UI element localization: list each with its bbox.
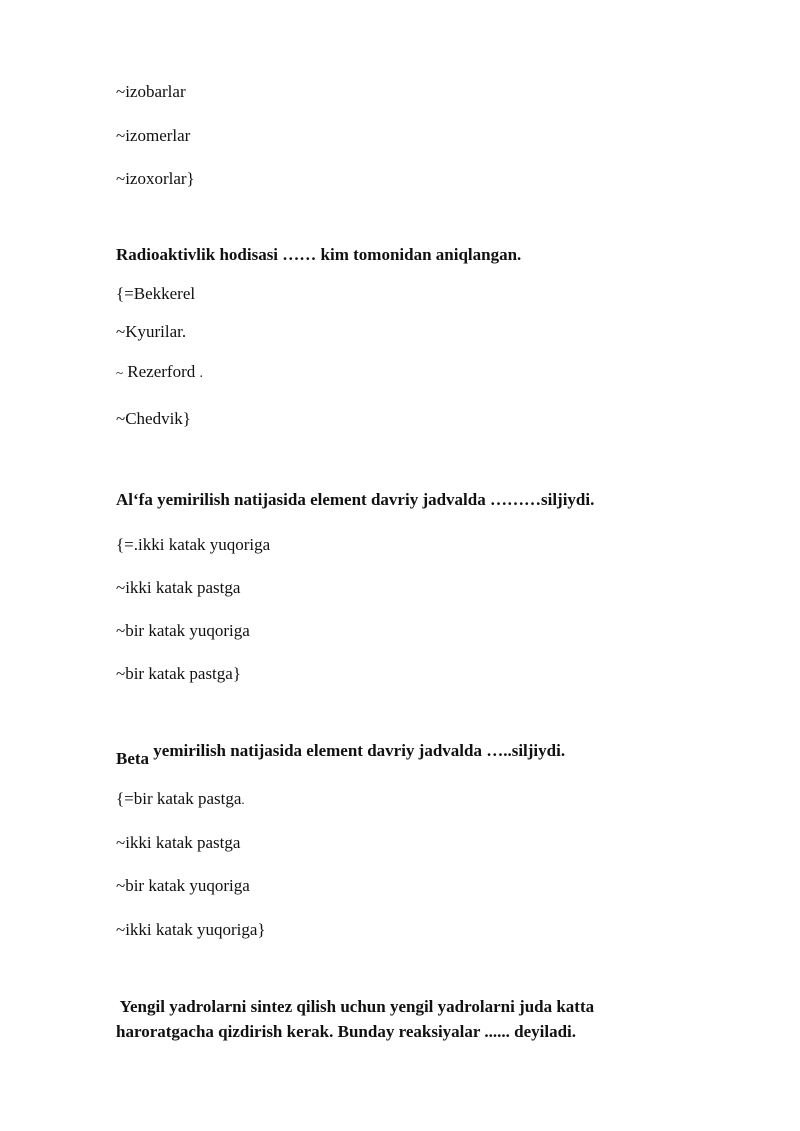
question-text [116,741,566,768]
option-text: ~izobarlar [116,82,186,101]
option-suffix: . [199,366,204,381]
question-prefix: Beta [116,749,150,768]
option-text: ~bir katak yuqoriga [116,876,250,895]
option-text: ~izoxorlar} [116,169,195,188]
question-text-line: haroratgacha qizdirish kerak. Bunday reaksiyalar ...... deyiladi. [116,1022,577,1041]
option-text: ~bir katak yuqoriga [116,621,250,640]
option-text: ~ikki katak pastga [116,833,241,852]
option-text: Rezerford [127,362,196,381]
option-suffix: . [241,792,245,807]
option-text: ~bir katak pastga} [116,664,241,683]
option-text: ~ikki katak pastga [116,578,241,597]
option-text: ~Chedvik} [116,409,191,428]
question-text: Radioaktivlik hodisasi …… kim tomonidan aniqlangan. [116,245,522,264]
option-text: ~ikki katak yuqoriga} [116,920,266,939]
option-text: ~Kyurilar. [116,322,187,341]
question-body: yemirilish natijasida element davriy jadvalda …..siljiydi. [153,741,566,760]
option-text: ~izomerlar [116,126,191,145]
question-text-line: Yengil yadrolarni sintez qilish uchun yengil yadrolarni juda katta [116,997,595,1016]
option-prefix: ~ [116,365,124,380]
question-text: Al‘fa yemirilish natijasida element davriy jadvalda ………siljiydi. [116,490,595,509]
option-text: {=Bekkerel [116,284,196,303]
option-text: {=.ikki katak yuqoriga [116,535,271,554]
option-row [116,789,245,809]
option-row [116,362,203,382]
option-text: {=bir katak pastga [116,789,242,808]
